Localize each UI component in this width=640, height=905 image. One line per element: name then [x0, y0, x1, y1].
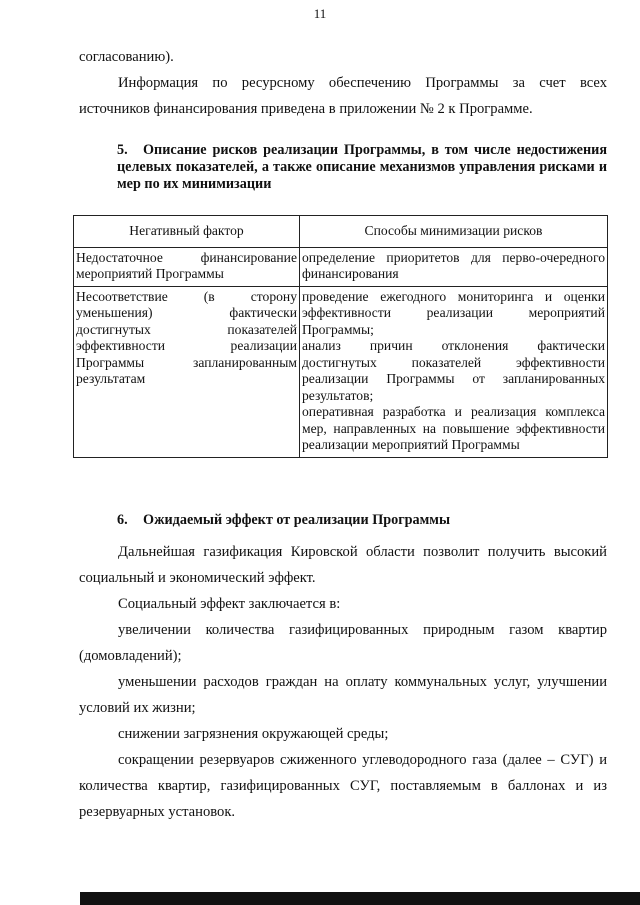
continuation-line: согласованию). [79, 49, 174, 65]
measure-item: определение приоритетов для перво-очередного финансирования [302, 249, 605, 281]
body-paragraph: увеличении количества газифицированных природным газом квартир (домовладений); [79, 622, 607, 664]
scan-edge-bar [80, 892, 640, 905]
factor-cell: Недостаточное финансирование мероприятий Программы [74, 247, 300, 286]
factor-cell: Несоответствие (в сторону уменьшения) фактически достигнутых показателей эффективности реализации Программы запланированным результатам [74, 286, 300, 457]
body-paragraph: снижении загрязнения окружающей среды; [118, 726, 389, 742]
header-negative-factor: Негативный фактор [74, 216, 300, 248]
body-paragraph: уменьшении расходов граждан на оплату коммунальных услуг, улучшении условий их жизни; [79, 674, 607, 716]
measure-item: проведение ежегодного мониторинга и оценки эффективности реализации мероприятий Программы; [302, 288, 605, 337]
body-paragraph: Социальный эффект заключается в: [118, 596, 341, 612]
measure-item: анализ причин отклонения фактически достигнутых показателей эффективности реализации Программы от запланированных результатов; [302, 338, 605, 403]
measures-cell [300, 247, 608, 286]
page-number: 11 [313, 6, 327, 21]
body-paragraph: Дальнейшая газификация Кировской области позволит получить высокий социальный и экономический эффект. [79, 544, 607, 586]
section-6-title: Ожидаемый эффект от реализации Программы [143, 512, 451, 528]
table-row [74, 247, 608, 286]
section-6-heading [117, 512, 607, 529]
section-5-heading [117, 142, 607, 193]
body-paragraph: сокращении резервуаров сжиженного углеводородного газа (далее – СУГ) и количества квартир, газифицированных СУГ, поставляемым в баллонах и из резервуарных установок. [79, 752, 607, 820]
body-text [79, 539, 607, 825]
table-row [74, 286, 608, 457]
measures-cell [300, 286, 608, 457]
measure-item: оперативная разработка и реализация комплекса мер, направленных на повышение эффективности реализации мероприятий Программы [302, 404, 605, 452]
section-5-title: Описание рисков реализации Программы, в том числе недостижения целевых показателей, а также описание механизмов управления рисками и мер по их минимизации [117, 142, 607, 192]
section-6-number: 6. [117, 512, 128, 528]
table-header-row [74, 216, 608, 248]
section-5-number: 5. [117, 142, 128, 158]
risk-table [73, 215, 608, 458]
header-risk-minimization: Способы минимизации рисков [300, 216, 608, 248]
top-text [79, 44, 607, 122]
resource-paragraph: Информация по ресурсному обеспечению Программы за счет всех источников финансирования приведена в приложении № 2 к Программе. [79, 75, 607, 117]
